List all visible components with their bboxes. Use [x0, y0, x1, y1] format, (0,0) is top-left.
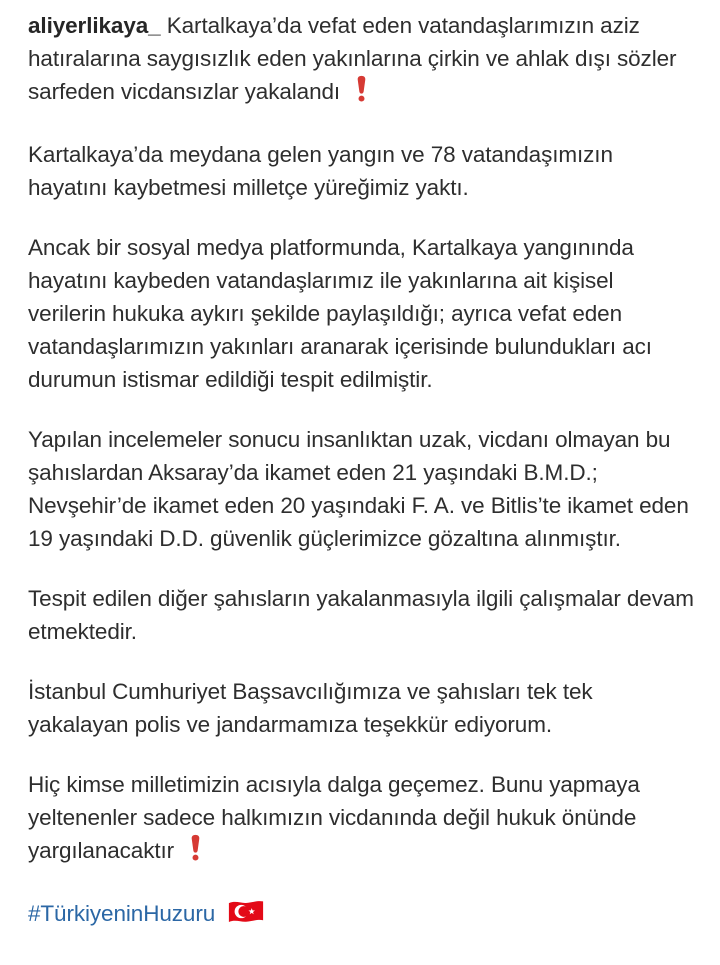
caption-paragraph-closing [28, 768, 694, 870]
turkish-flag-icon [227, 898, 265, 934]
red-exclamation-icon [189, 834, 202, 870]
caption-intro-text: Kartalkaya’da vefat eden vatandaşlarımızın aziz hatıralarına saygısızlık eden yakınlarına çirkin ve ahlak dışı sözler sarfeden vicdansızlar yakalandı [28, 13, 677, 104]
caption-paragraph: Ancak bir sosyal medya platformunda, Kartalkaya yangınında hayatını kaybeden vatandaşlarımız ile yakınlarına ait kişisel verilerin hukuka aykırı şekilde paylaşıldığı; ayrıca vefat eden vatandaşlarımızın yakınları aranarak içerisinde bulundukları acı durumun istismar edildiği tespit edilmiştir. [28, 235, 652, 392]
caption-paragraph: İstanbul Cumhuriyet Başsavcılığımıza ve şahısları tek tek yakalayan polis ve jandarmamıza teşekkür ediyorum. [28, 679, 593, 737]
caption-paragraph: Yapılan incelemeler sonucu insanlıktan uzak, vicdanı olmayan bu şahıslardan Aksaray’da ikamet eden 21 yaşındaki B.M.D.; Nevşehir’de ikamet eden 20 yaşındaki F. A. ve Bitlis’te ikamet eden 19 yaşındaki D.D. güvenlik güçlerimizce gözaltına alınmıştır. [28, 427, 689, 551]
username-link[interactable]: aliyerlikaya_ [28, 13, 161, 38]
red-exclamation-icon [355, 75, 368, 111]
hashtag-link[interactable]: #TürkiyeninHuzuru [28, 901, 216, 926]
caption-hashtag-line [28, 897, 694, 934]
caption-paragraph: Kartalkaya’da meydana gelen yangın ve 78 vatandaşımızın hayatını kaybetmesi milletçe yüreğimiz yaktı. [28, 142, 613, 200]
caption-paragraph: Tespit edilen diğer şahısların yakalanmasıyla ilgili çalışmalar devam etmektedir. [28, 586, 694, 644]
caption-paragraph-intro [28, 9, 694, 111]
caption-closing-text: Hiç kimse milletimizin acısıyla dalga geçemez. Bunu yapmaya yeltenenler sadece halkımızın vicdanında değil hukuk önünde yargılanacaktır [28, 772, 640, 863]
